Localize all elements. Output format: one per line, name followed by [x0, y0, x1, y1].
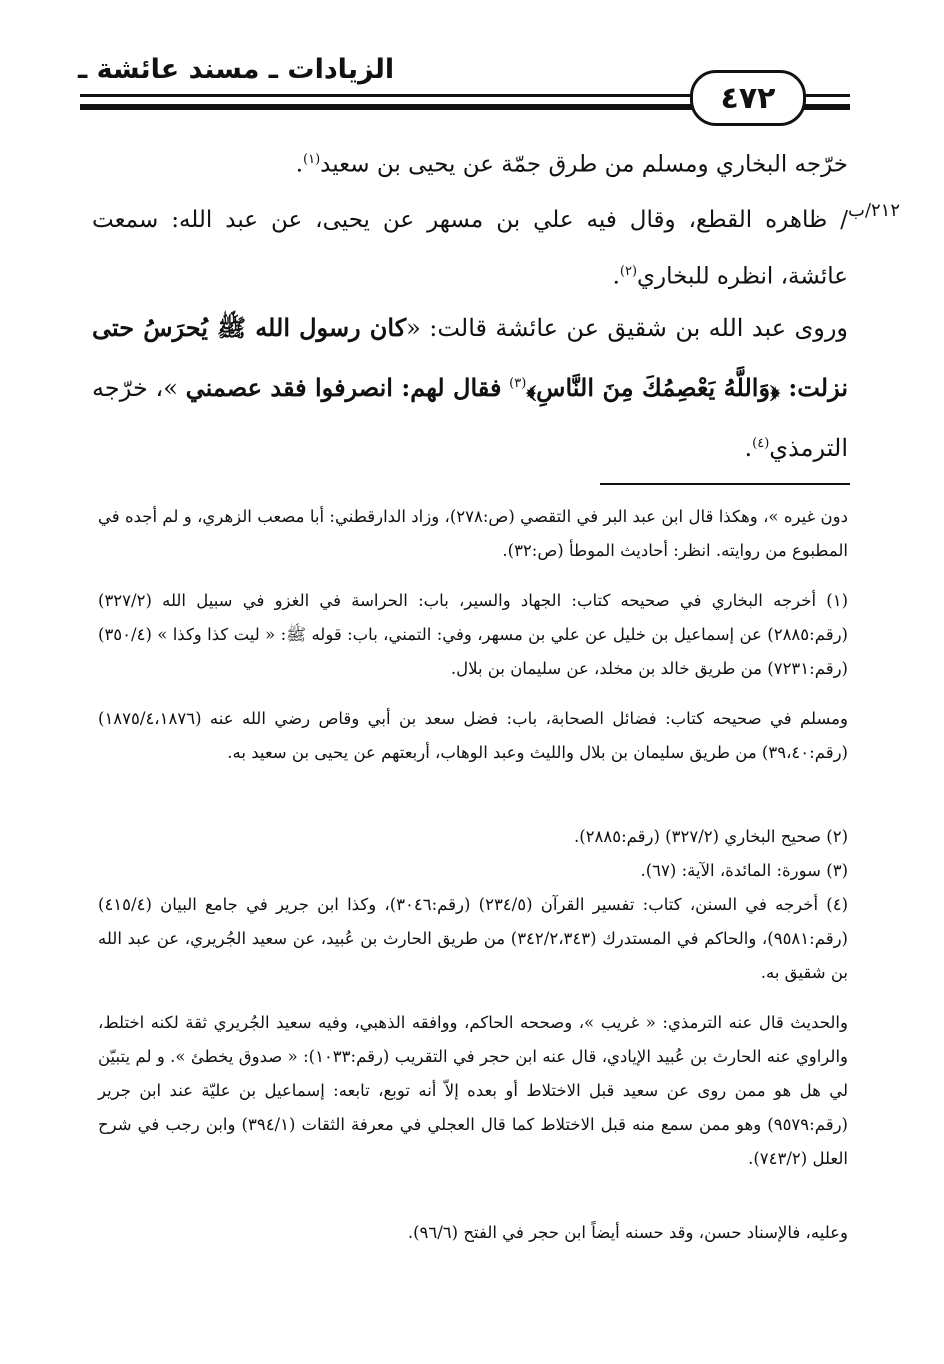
main-paragraph-3: وروى عبد الله بن شقيق عن عائشة قالت: «كان رسول الله ﷺ يُحرَسُ حتى نزلت: ﴿وَاللَّهُ يَعْصِمُكَ مِنَ النَّاسِ﴾$^{(٣)}$ فقال لهم: انصرفوا فقد عصمني »، خرّجه الترمذي$^{(٤)}$.: [92, 313, 849, 462]
footnote-ref-2: (٢): [619, 264, 638, 279]
footnote-1: (١) أخرجه البخاري في صحيحه كتاب: الجهاد والسير، باب: الحراسة في الغزو في سبيل الله (٣٢٧/٢) (رقم:٢٨٨٥) عن إسماعيل بن خليل عن علي بن مسهر، وفي: التمني، باب: قوله ﷺ: « ليت كذا وكذا » (٣٥٠/٤) (رقم:٧٢٣١) من طريق خالد بن مخلد، عن سليمان بن بلال.: [98, 591, 848, 678]
footnote-separator: [600, 483, 850, 485]
hadith-text: كان رسول الله ﷺ يُحرَسُ حتى نزلت: ﴿وَاللَّهُ يَعْصِمُكَ مِنَ النَّاسِ﴾: [92, 313, 849, 402]
footnote-1-muslim: ومسلم في صحيحه كتاب: فضائل الصحابة، باب: فضل سعد بن أبي وقاص رضي الله عنه (١٨٧٥/٤،١٨٧٦) (رقم:٣٩،٤٠) من طريق سليمان بن بلال والليث وعبد الوهاب، أربعتهم عن يحيى بن سعيد به.: [98, 709, 848, 762]
footnote-ref-4: (٤): [752, 436, 770, 451]
footnote-ref-1: (١): [303, 152, 321, 167]
main-line-1: خرّجه البخاري ومسلم من طرق جمّة عن يحيى بن سعيد$^{(١)}$.: [295, 151, 848, 178]
main-paragraph-2-text: / ظاهره القطع، وقال فيه علي بن مسهر عن يحيى، عن عبد الله: سمعت عائشة، انظره للبخاري: [92, 207, 848, 290]
footnote-continuation: دون غيره »، وهكذا قال ابن عبد البر في التقصي (ص:٢٧٨)، وزاد الدارقطني: أبا مصعب الزهري، و لم أجده في المطبوع من روايته. انظر: أحاديث الموطأ (ص:٣٢).: [98, 507, 848, 560]
main-line-1-text: خرّجه البخاري ومسلم من طرق جمّة عن يحيى بن سعيد: [320, 151, 848, 178]
footnote-4: (٤) أخرجه في السنن، كتاب: تفسير القرآن (٢٣٤/٥) (رقم:٣٠٤٦)، وكذا ابن جرير في جامع البيان (٤١٥/٤) (رقم:٩٥٨١)، والحاكم في المستدرك (٣٤٢/٢،٣٤٣) من طريق الحارث بن عُبيد، عن سعيد الجُريري، عن عبد الله بن شقيق به.: [98, 895, 848, 982]
manuscript-folio-note: ٢١٢/ب: [848, 200, 901, 221]
footnote-2: (٢) صحيح البخاري (٣٢٧/٢) (رقم:٢٨٨٥).: [573, 827, 848, 846]
page-number: ٤٧٢: [720, 80, 776, 116]
main-paragraph-3-intro: وروى عبد الله بن شقيق عن عائشة قالت: «: [406, 314, 848, 342]
hadith-text-end: فقال لهم: انصرفوا فقد عصمني: [185, 373, 502, 402]
running-header-title: الزيادات ـ مسند عائشة ـ: [78, 54, 395, 85]
footnote-4-conclusion: وعليه، فالإسناد حسن، وقد حسنه أيضاً ابن حجر في الفتح (٩٦/٦).: [407, 1223, 848, 1242]
footnote-ref-3: (٣): [509, 376, 527, 391]
main-paragraph-2: / ظاهره القطع، وقال فيه علي بن مسهر عن يحيى، عن عبد الله: سمعت عائشة، انظره للبخاري$^{(٢)}$.: [92, 207, 848, 290]
footnote-3: (٣) سورة: المائدة، الآية: (٦٧).: [640, 861, 848, 880]
main-paragraph-3-end: »، خرّجه الترمذي: [92, 374, 848, 462]
page-number-badge: [690, 70, 806, 126]
footnote-4-grading: والحديث قال عنه الترمذي: « غريب »، وصححه الحاكم، ووافقه الذهبي، وفيه سعيد الجُريري ثقة لكنه اختلط، والراوي عنه الحارث بن عُبيد الإيادي، قال عنه ابن حجر في التقريب (رقم:١٠٣٣): « صدوق يخطئ ». و لم يتبيّن لي هل هو ممن روى عن سعيد قبل الاختلاط أو بعده إلاّ أنه توبع، تابعه: إسماعيل بن عليّة عند ابن جرير (رقم:٩٥٧٩) وهو ممن سمع منه قبل الاختلاط كما قال العجلي في معرفة الثقات (٣٩٤/١) وابن رجب في شرح العلل (٧٤٣/٢).: [98, 1013, 848, 1168]
